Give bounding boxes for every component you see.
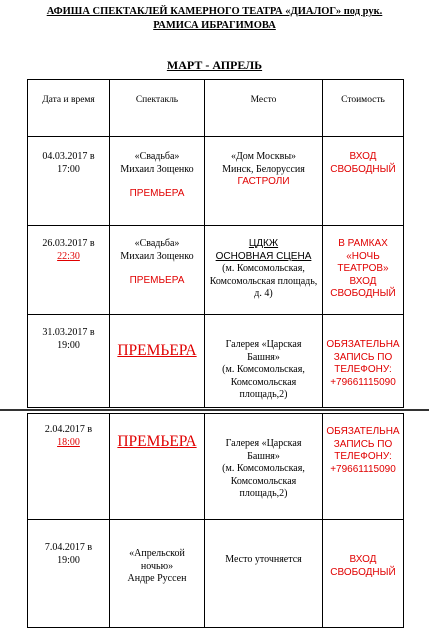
place-line: (м. Комсомольская, bbox=[222, 263, 305, 274]
cost-line: ОБЯЗАТЕЛЬНА bbox=[326, 426, 400, 437]
play-cell bbox=[110, 315, 205, 408]
cost-line: +79661115090 bbox=[330, 463, 396, 475]
play-title: «Свадьба» bbox=[134, 238, 180, 249]
cost-line: СВОБОДНЫЙ bbox=[330, 288, 396, 299]
cost-line: ТЕЛЕФОНУ: bbox=[334, 364, 392, 375]
date-text: 2.04.2017 в bbox=[44, 424, 93, 435]
schedule-table-april bbox=[27, 413, 404, 628]
place-line: ЦДКЖ bbox=[248, 238, 279, 249]
place-line: площадь,2) bbox=[239, 389, 288, 400]
cost-cell bbox=[323, 315, 404, 408]
cost-line: СВОБОДНЫЙ bbox=[330, 163, 396, 175]
place-line: ОСНОВНАЯ СЦЕНА bbox=[215, 250, 312, 262]
place-line: площадь,2) bbox=[239, 488, 288, 499]
place-line: Комсомольская площадь, bbox=[209, 275, 318, 287]
cost-line: ЗАПИСЬ ПО bbox=[333, 438, 393, 450]
cost-line: ЗАПИСЬ ПО bbox=[333, 351, 393, 363]
place-cell bbox=[205, 414, 323, 520]
place-cell bbox=[205, 226, 323, 315]
time-text: 18:00 bbox=[57, 436, 80, 448]
play-author: Михаил Зощенко bbox=[120, 250, 194, 262]
page-break-line bbox=[0, 409, 429, 411]
cost-line: «НОЧЬ bbox=[346, 250, 380, 262]
place-cell bbox=[205, 520, 323, 628]
poster-title-line-2: РАМИСА ИБРАГИМОВА bbox=[153, 20, 276, 31]
cost-line: ВХОД bbox=[349, 275, 377, 287]
column-header-cost: Стоимость bbox=[323, 80, 404, 137]
cost-line: +79661115090 bbox=[330, 376, 396, 388]
cost-line: ВХОД bbox=[349, 151, 377, 162]
column-header-play: Спектакль bbox=[110, 80, 205, 137]
table-row bbox=[28, 137, 404, 226]
place-line: Место уточняется bbox=[225, 554, 302, 565]
premiere-tag-large: ПРЕМЬЕРА bbox=[117, 342, 197, 359]
play-cell bbox=[110, 414, 205, 520]
cost-line: ВХОД bbox=[349, 554, 377, 565]
date-cell bbox=[28, 226, 110, 315]
cost-line: В РАМКАХ bbox=[338, 238, 388, 249]
table-row bbox=[28, 414, 404, 520]
place-cell bbox=[205, 137, 323, 226]
premiere-tag-large: ПРЕМЬЕРА bbox=[117, 433, 197, 450]
tour-tag: ГАСТРОЛИ bbox=[237, 176, 290, 187]
table-row bbox=[28, 315, 404, 408]
poster-title-line-1: АФИША СПЕКТАКЛЕЙ КАМЕРНОГО ТЕАТРА «ДИАЛОГ» под рук. bbox=[46, 6, 383, 17]
table-row bbox=[28, 226, 404, 315]
date-cell bbox=[28, 414, 110, 520]
place-line: (м. Комсомольская, bbox=[222, 463, 305, 474]
date-text: 7.04.2017 в bbox=[44, 542, 93, 553]
play-author: Андре Руссен bbox=[127, 573, 187, 584]
place-cell bbox=[205, 315, 323, 408]
place-line: Минск, Белоруссия bbox=[222, 163, 305, 175]
time-text: 19:00 bbox=[57, 554, 80, 566]
date-text: 26.03.2017 в bbox=[42, 238, 95, 249]
column-header-date: Дата и время bbox=[28, 80, 110, 137]
premiere-tag: ПРЕМЬЕРА bbox=[129, 188, 185, 199]
date-cell bbox=[28, 315, 110, 408]
play-cell bbox=[110, 137, 205, 226]
date-cell bbox=[28, 137, 110, 226]
period-heading: МАРТ - АПРЕЛЬ bbox=[166, 58, 263, 72]
cost-line: ОБЯЗАТЕЛЬНА bbox=[326, 339, 400, 350]
premiere-tag: ПРЕМЬЕРА bbox=[129, 275, 185, 286]
play-cell bbox=[110, 226, 205, 315]
cost-cell bbox=[323, 137, 404, 226]
play-title: «Свадьба» bbox=[134, 151, 180, 162]
place-line: Галерея «Царская Башня» bbox=[225, 438, 302, 462]
place-line: Галерея «Царская Башня» bbox=[225, 339, 302, 363]
table-row bbox=[28, 520, 404, 628]
play-cell bbox=[110, 520, 205, 628]
place-line: Комсомольская bbox=[230, 475, 297, 487]
cost-cell bbox=[323, 520, 404, 628]
cost-cell bbox=[323, 414, 404, 520]
time-text: 22:30 bbox=[57, 250, 80, 262]
cost-line: ТЕАТРОВ» bbox=[337, 263, 389, 274]
column-header-place: Место bbox=[205, 80, 323, 137]
place-line: «Дом Москвы» bbox=[230, 151, 297, 162]
date-text: 04.03.2017 в bbox=[42, 151, 95, 162]
play-author: Михаил Зощенко bbox=[120, 163, 194, 175]
schedule-table-march bbox=[27, 79, 404, 408]
cost-cell bbox=[323, 226, 404, 315]
table-header-row bbox=[28, 80, 404, 137]
place-line: (м. Комсомольская, bbox=[222, 364, 305, 375]
place-line: д. 4) bbox=[254, 288, 273, 299]
time-text: 17:00 bbox=[57, 163, 80, 175]
play-title: «Апрельской ночью» bbox=[129, 548, 185, 572]
date-cell bbox=[28, 520, 110, 628]
place-line: Комсомольская bbox=[230, 376, 297, 388]
cost-line: СВОБОДНЫЙ bbox=[330, 566, 396, 578]
time-text: 19:00 bbox=[57, 339, 80, 351]
date-text: 31.03.2017 в bbox=[42, 327, 95, 338]
cost-line: ТЕЛЕФОНУ: bbox=[334, 451, 392, 462]
